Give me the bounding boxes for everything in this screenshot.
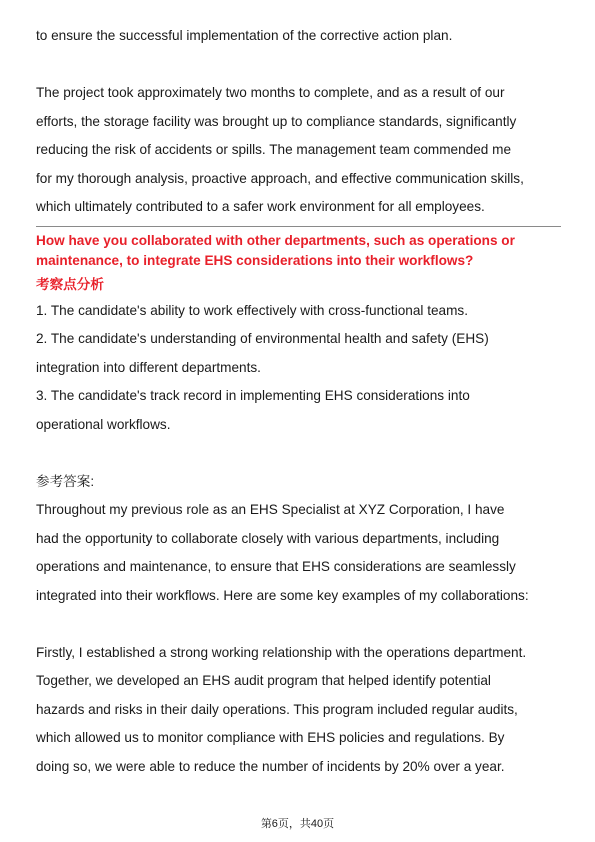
text-line: reducing the risk of accidents or spills. The management team commended me — [36, 142, 512, 157]
analysis-line: 3. The candidate's track record in implementing EHS considerations into — [36, 388, 470, 403]
question-line: maintenance, to integrate EHS considerations into their workflows? — [36, 252, 474, 268]
answer-paragraph-1 — [36, 496, 561, 610]
document-page — [36, 22, 561, 781]
text-line: for my thorough analysis, proactive approach, and effective communication skills, — [36, 170, 524, 186]
analysis-line: 1. The candidate's ability to work effectively with cross-functional teams. — [36, 302, 469, 318]
text-line: operations and maintenance, to ensure that EHS considerations are seamlessly — [36, 559, 516, 574]
paragraph-gap — [36, 610, 561, 639]
text-line: The project took approximately two months to complete, and as a result of our — [36, 85, 505, 100]
text-line: Firstly, I established a strong working relationship with the operations department. — [36, 644, 527, 660]
question-line: How have you collaborated with other departments, such as operations or — [36, 232, 515, 248]
text-line: which ultimately contributed to a safer work environment for all employees. — [36, 199, 485, 214]
text-line: hazards and risks in their daily operations. This program included regular audits, — [36, 701, 518, 717]
answer-paragraph-2 — [36, 639, 561, 782]
analysis-line: 2. The candidate's understanding of environmental health and safety (EHS) — [36, 331, 489, 346]
section-divider — [36, 226, 561, 227]
answer-label: 参考答案: — [36, 473, 95, 489]
analysis-label: 考察点分析 — [36, 276, 104, 292]
text-line: Throughout my previous role as an EHS Specialist at XYZ Corporation, I have — [36, 502, 505, 517]
text-line: efforts, the storage facility was brought up to compliance standards, significantly — [36, 113, 517, 129]
paragraph-gap — [36, 51, 561, 80]
text-line: which allowed us to monitor compliance with EHS policies and regulations. By — [36, 730, 505, 745]
text-line: doing so, we were able to reduce the number of incidents by 20% over a year. — [36, 758, 505, 774]
previous-paragraph — [36, 79, 561, 222]
question-heading — [36, 231, 561, 271]
page-number: 第6页，共40页 — [260, 818, 335, 830]
text-line: integrated into their workflows. Here are some key examples of my collaborations: — [36, 587, 529, 603]
analysis-list — [36, 297, 561, 440]
previous-answer-tail: to ensure the successful implementation of the corrective action plan. — [36, 28, 453, 43]
analysis-line: integration into different departments. — [36, 359, 261, 375]
paragraph-gap — [36, 439, 561, 468]
analysis-line: operational workflows. — [36, 416, 171, 432]
text-line: had the opportunity to collaborate closely with various departments, including — [36, 530, 500, 546]
text-line: Together, we developed an EHS audit program that helped identify potential — [36, 673, 491, 688]
